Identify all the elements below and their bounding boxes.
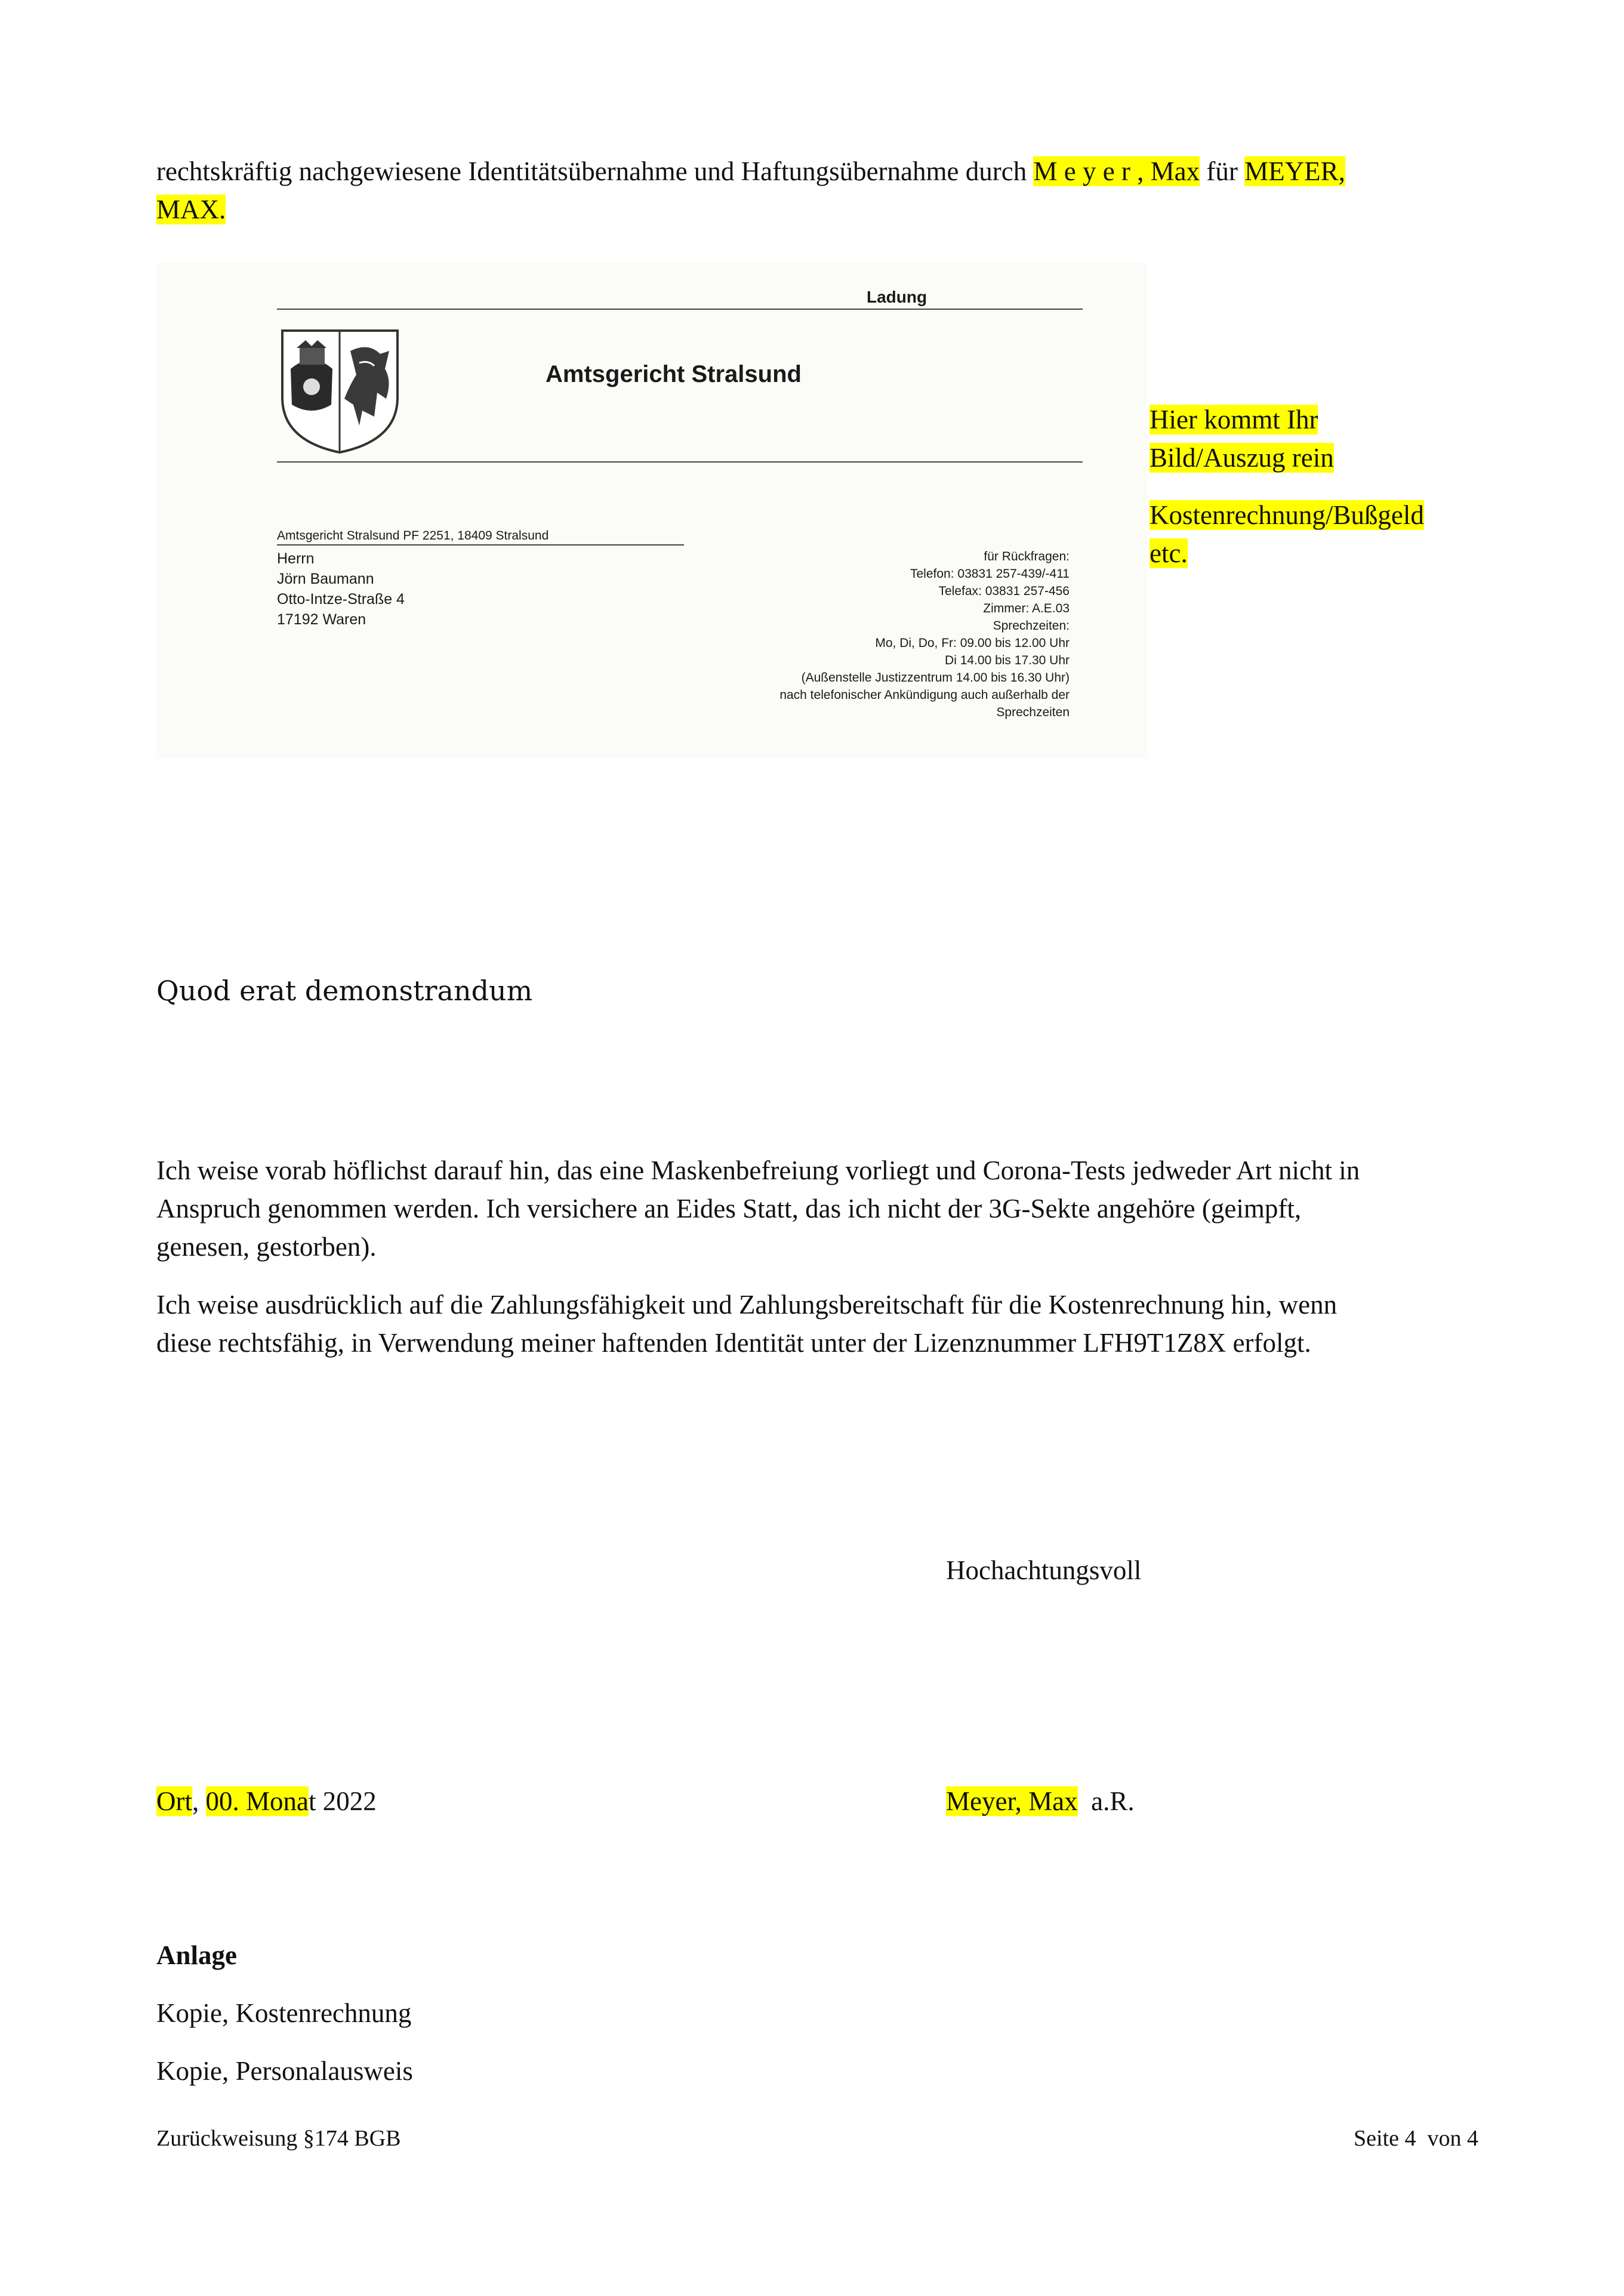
footer-page-number: Seite 4 von 4 bbox=[1354, 2126, 1478, 2151]
attachment-item: Kopie, Personalausweis bbox=[156, 2056, 413, 2086]
court-letter-image bbox=[156, 263, 1147, 758]
footer-title: Zurückweisung §174 BGB bbox=[156, 2126, 401, 2151]
addressee-street: Otto-Intze-Straße 4 bbox=[277, 591, 405, 608]
date-placeholder: 00. Mona bbox=[205, 1786, 309, 1816]
paragraph-line: Ich weise ausdrücklich auf die Zahlungsfähigkeit und Zahlungsbereitschaft für die Kostenrechnung hin, wenn bbox=[156, 1290, 1338, 1320]
sender-line: Amtsgericht Stralsund PF 2251, 18409 Stralsund bbox=[277, 529, 549, 543]
contact-line: Di 14.00 bis 17.30 Uhr bbox=[945, 654, 1070, 667]
addressee-name: Jörn Baumann bbox=[277, 571, 374, 587]
header-rule-top bbox=[277, 309, 1083, 310]
signature bbox=[946, 1782, 1135, 1820]
note-line-2: Bild/Auszug rein bbox=[1150, 443, 1334, 473]
paragraph-line: diese rechtsfähig, in Verwendung meiner haftenden Identität unter der Lizenznummer LFH9T1Z8X erfolgt. bbox=[156, 1328, 1311, 1358]
place-date-comma: , bbox=[192, 1786, 206, 1816]
intro-text: rechtskräftig nachgewiesene Identitätsübernahme und Haftungsübernahme durch bbox=[156, 156, 1034, 186]
closing-salutation: Hochachtungsvoll bbox=[946, 1555, 1142, 1585]
name-caps-2: MAX. bbox=[156, 195, 226, 224]
image-placeholder-note bbox=[1150, 400, 1531, 572]
intro-paragraph bbox=[156, 152, 1469, 229]
ladung-label: Ladung bbox=[867, 288, 927, 306]
paragraph-line: Ich weise vorab höflichst darauf hin, das eine Maskenbefreiung vorliegt und Corona-Tests jedweder Art nicht in bbox=[156, 1155, 1360, 1185]
attachment-item: Kopie, Kostenrechnung bbox=[156, 1998, 412, 2028]
header-rule-bottom bbox=[277, 461, 1083, 463]
note-line-4: etc. bbox=[1150, 538, 1188, 568]
addressee-block bbox=[277, 548, 405, 630]
court-name: Amtsgericht Stralsund bbox=[546, 361, 802, 387]
signature-suffix: a.R. bbox=[1077, 1786, 1135, 1816]
contact-line: Zimmer: A.E.03 bbox=[983, 602, 1070, 615]
contact-line: (Außenstelle Justizzentrum 14.00 bis 16.30 Uhr) bbox=[801, 671, 1070, 685]
addressee-salutation: Herrn bbox=[277, 550, 315, 567]
place-date bbox=[156, 1782, 377, 1820]
paragraph-line: Anspruch genommen werden. Ich versichere an Eides Statt, das ich nicht der 3G-Sekte angehöre (geimpft, bbox=[156, 1194, 1302, 1223]
intro-fuer: für bbox=[1200, 156, 1245, 186]
contact-line: Sprechzeiten bbox=[996, 705, 1070, 719]
note-line-1: Hier kommt Ihr bbox=[1150, 405, 1318, 434]
date-rest: t 2022 bbox=[309, 1786, 377, 1816]
paragraph-mask-exemption bbox=[156, 1151, 1529, 1266]
contact-line: Telefon: 03831 257-439/-411 bbox=[910, 567, 1070, 581]
signature-name: Meyer, Max bbox=[946, 1786, 1078, 1816]
contact-line: nach telefonischer Ankündigung auch außerhalb der bbox=[779, 688, 1070, 702]
addressee-city: 17192 Waren bbox=[277, 611, 366, 628]
paragraph-payment bbox=[156, 1286, 1529, 1362]
coat-of-arms-icon bbox=[279, 327, 401, 455]
name-caps-1: MEYER, bbox=[1244, 156, 1345, 186]
contact-line: Sprechzeiten: bbox=[993, 619, 1070, 633]
note-line-3: Kostenrechnung/Bußgeld bbox=[1150, 500, 1424, 530]
contact-line: Telefax: 03831 257-456 bbox=[938, 584, 1070, 598]
qed-line: Quod erat demonstrandum bbox=[156, 975, 533, 1007]
contact-line: Mo, Di, Do, Fr: 09.00 bis 12.00 Uhr bbox=[875, 636, 1070, 650]
contact-block bbox=[717, 548, 1070, 721]
contact-line: für Rückfragen: bbox=[984, 550, 1070, 563]
sender-underline bbox=[277, 544, 684, 546]
place-placeholder: Ort bbox=[156, 1786, 192, 1816]
name-spaced: M e y e r , Max bbox=[1033, 156, 1200, 186]
attachments-heading: Anlage bbox=[156, 1940, 237, 1970]
paragraph-line: genesen, gestorben). bbox=[156, 1232, 377, 1262]
